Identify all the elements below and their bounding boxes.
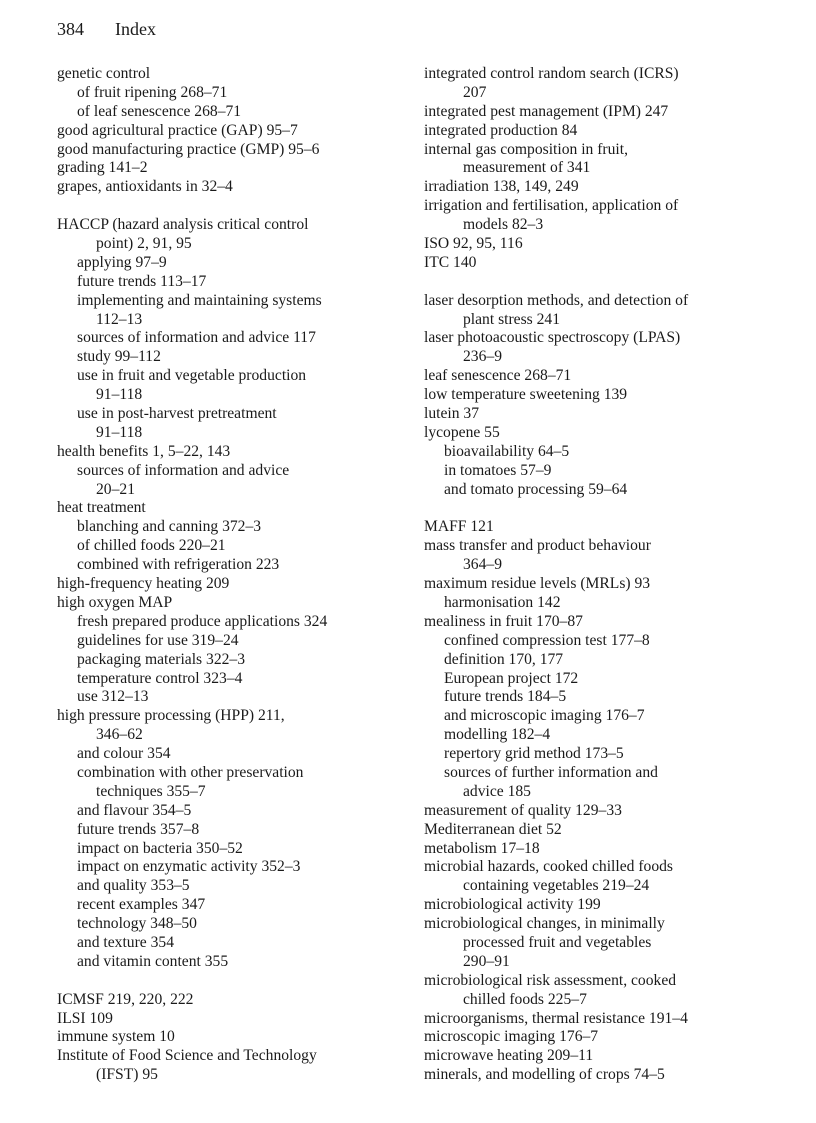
- index-spacer: [424, 273, 784, 292]
- index-continuation: 20–21: [96, 480, 135, 498]
- index-subentry: blanching and canning 372–3: [77, 518, 262, 536]
- index-entry: Institute of Food Science and Technology: [57, 1047, 317, 1065]
- index-subentry: and flavour 354–5: [77, 801, 192, 819]
- index-entry: irradiation 138, 149, 249: [424, 178, 579, 196]
- index-subentry: impact on enzymatic activity 352–3: [77, 858, 301, 876]
- index-continuation: 346–62: [96, 726, 143, 744]
- index-entry: grapes, antioxidants in 32–4: [57, 178, 233, 196]
- index-continuation: models 82–3: [463, 216, 544, 234]
- index-entry: microbiological risk assessment, cooked: [424, 971, 677, 989]
- index-subentry: of leaf senescence 268–71: [77, 102, 242, 120]
- index-entry: lutein 37: [424, 405, 480, 423]
- index-entry: Mediterranean diet 52: [424, 820, 562, 838]
- index-subentry: and texture 354: [77, 933, 174, 951]
- index-entry: ICMSF 219, 220, 222: [57, 990, 194, 1008]
- index-continuation: processed fruit and vegetables: [463, 933, 652, 951]
- index-entry: grading 141–2: [57, 159, 148, 177]
- index-subentry: combination with other preservation: [77, 763, 304, 781]
- index-entry: microorganisms, thermal resistance 191–4: [424, 1009, 688, 1027]
- index-entry: minerals, and modelling of crops 74–5: [424, 1066, 665, 1084]
- index-column-right: [424, 65, 784, 1085]
- index-continuation: 207: [463, 83, 487, 101]
- index-entry: microbiological changes, in minimally: [424, 915, 665, 933]
- index-subentry: future trends 113–17: [77, 272, 207, 290]
- index-continuation: 290–91: [463, 952, 510, 970]
- index-subentry: use 312–13: [77, 688, 149, 706]
- index-entry: laser desorption methods, and detection of: [424, 291, 689, 309]
- index-continuation: containing vegetables 219–24: [463, 877, 650, 895]
- index-spacer: [57, 197, 407, 216]
- index-entry: mass transfer and product behaviour: [424, 537, 651, 555]
- index-entry: metabolism 17–18: [424, 839, 540, 857]
- index-continuation: measurement of 341: [463, 159, 591, 177]
- index-entry: immune system 10: [57, 1028, 175, 1046]
- index-continuation: 112–13: [96, 310, 143, 328]
- index-entry: measurement of quality 129–33: [424, 801, 622, 819]
- index-entry: ILSI 109: [57, 1009, 113, 1027]
- index-entry: good manufacturing practice (GMP) 95–6: [57, 140, 320, 158]
- index-subentry: definition 170, 177: [444, 650, 564, 668]
- index-entry: good agricultural practice (GAP) 95–7: [57, 121, 298, 139]
- index-continuation: 91–118: [96, 423, 143, 441]
- index-entry: irrigation and fertilisation, application of: [424, 197, 679, 215]
- index-entry: microbiological activity 199: [424, 896, 601, 914]
- index-entry: genetic control: [57, 65, 151, 82]
- index-subentry: use in post-harvest pretreatment: [77, 405, 277, 423]
- index-continuation: 236–9: [463, 348, 502, 366]
- index-continuation: (IFST) 95: [96, 1066, 158, 1084]
- index-subentry: recent examples 347: [77, 896, 206, 914]
- index-subentry: applying 97–9: [77, 253, 167, 271]
- index-subentry: use in fruit and vegetable production: [77, 367, 307, 385]
- running-header: [57, 18, 156, 40]
- index-subentry: and colour 354: [77, 745, 171, 763]
- index-entry: low temperature sweetening 139: [424, 386, 628, 404]
- index-entry: mealiness in fruit 170–87: [424, 612, 583, 630]
- index-column-left: [57, 65, 407, 1085]
- index-continuation: 91–118: [96, 386, 143, 404]
- index-subentry: packaging materials 322–3: [77, 650, 246, 668]
- index-continuation: plant stress 241: [463, 310, 561, 328]
- index-subentry: fresh prepared produce applications 324: [77, 612, 328, 630]
- index-subentry: sources of further information and: [444, 763, 658, 781]
- index-continuation: advice 185: [463, 782, 531, 800]
- index-entry: leaf senescence 268–71: [424, 367, 572, 385]
- index-spacer: [424, 499, 784, 518]
- index-entry: high-frequency heating 209: [57, 575, 230, 593]
- index-subentry: sources of information and advice 117: [77, 329, 316, 347]
- index-subentry: and tomato processing 59–64: [444, 480, 628, 498]
- index-entry: microwave heating 209–11: [424, 1047, 594, 1065]
- index-subentry: modelling 182–4: [444, 726, 551, 744]
- index-subentry: technology 348–50: [77, 915, 197, 933]
- index-subentry: guidelines for use 319–24: [77, 631, 239, 649]
- index-entry: integrated control random search (ICRS): [424, 65, 679, 82]
- index-subentry: temperature control 323–4: [77, 669, 243, 687]
- index-continuation: point) 2, 91, 95: [96, 235, 192, 253]
- index-entry: HACCP (hazard analysis critical control: [57, 216, 309, 234]
- index-subentry: sources of information and advice: [77, 461, 290, 479]
- section-title: Index: [115, 19, 156, 39]
- page-number: 384: [57, 19, 84, 39]
- index-continuation: chilled foods 225–7: [463, 990, 587, 1008]
- index-subentry: bioavailability 64–5: [444, 442, 570, 460]
- index-subentry: implementing and maintaining systems: [77, 291, 322, 309]
- index-entry: integrated production 84: [424, 121, 578, 139]
- index-subentry: harmonisation 142: [444, 593, 561, 611]
- index-subentry: future trends 184–5: [444, 688, 567, 706]
- index-subentry: future trends 357–8: [77, 820, 200, 838]
- index-entry: health benefits 1, 5–22, 143: [57, 442, 231, 460]
- index-entry: high pressure processing (HPP) 211,: [57, 707, 285, 725]
- index-subentry: of chilled foods 220–21: [77, 537, 226, 555]
- index-entry: lycopene 55: [424, 423, 500, 441]
- index-entry: ITC 140: [424, 253, 477, 271]
- index-subentry: repertory grid method 173–5: [444, 745, 624, 763]
- index-subentry: and microscopic imaging 176–7: [444, 707, 645, 725]
- index-entry: microscopic imaging 176–7: [424, 1028, 599, 1046]
- index-subentry: study 99–112: [77, 348, 161, 366]
- index-subentry: impact on bacteria 350–52: [77, 839, 243, 857]
- index-entry: integrated pest management (IPM) 247: [424, 102, 669, 120]
- index-continuation: techniques 355–7: [96, 782, 206, 800]
- index-entry: laser photoacoustic spectroscopy (LPAS): [424, 329, 681, 347]
- index-subentry: and quality 353–5: [77, 877, 190, 895]
- index-entry: maximum residue levels (MRLs) 93: [424, 575, 651, 593]
- index-entry: microbial hazards, cooked chilled foods: [424, 858, 673, 876]
- index-entry: MAFF 121: [424, 518, 494, 536]
- index-spacer: [57, 972, 407, 991]
- index-entry: ISO 92, 95, 116: [424, 235, 523, 253]
- index-subentry: of fruit ripening 268–71: [77, 83, 228, 101]
- index-entry: heat treatment: [57, 499, 146, 517]
- index-subentry: European project 172: [444, 669, 579, 687]
- index-subentry: in tomatoes 57–9: [444, 461, 552, 479]
- index-entry: high oxygen MAP: [57, 593, 173, 611]
- index-subentry: confined compression test 177–8: [444, 631, 650, 649]
- index-continuation: 364–9: [463, 556, 502, 574]
- index-subentry: combined with refrigeration 223: [77, 556, 280, 574]
- index-subentry: and vitamin content 355: [77, 952, 229, 970]
- index-entry: internal gas composition in fruit,: [424, 140, 628, 158]
